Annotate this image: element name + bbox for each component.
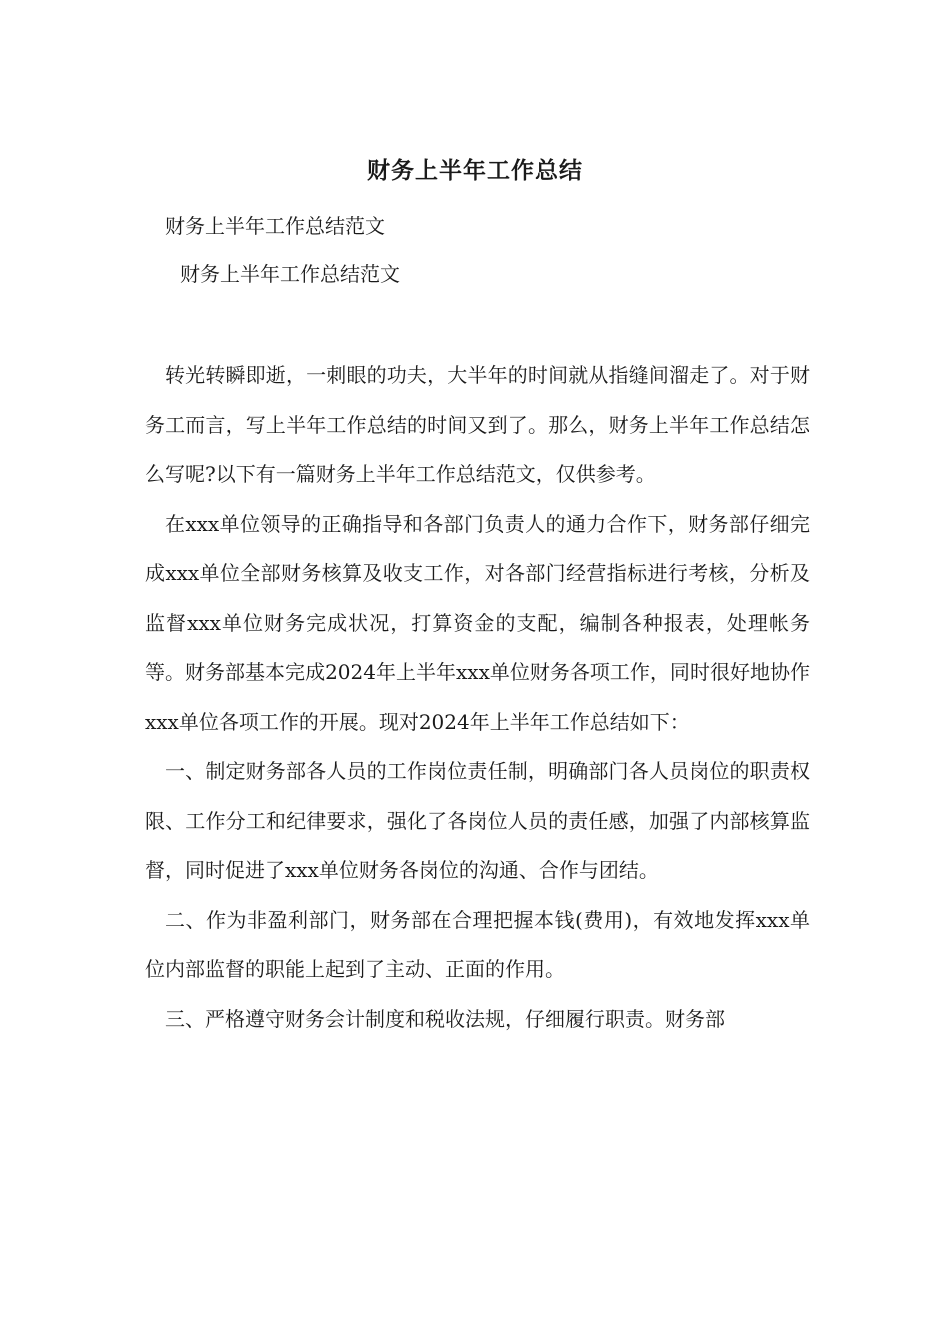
- document-subtitle-secondary: 财务上半年工作总结范文: [180, 262, 400, 286]
- paragraph-overview: 在xxx单位领导的正确指导和各部门负责人的通力合作下，财务部仔细完成xxx单位全部财务核算及收支工作，对各部门经营指标进行考核，分析及监督xxx单位财务完成状况，打算资金的支配，编制各种报表，处理帐务等。财务部基本完成2024年上半年xxx单位财务各项工作，同时很好地协作xxx单位各项工作的开展。现对2024年上半年工作总结如下：: [145, 511, 810, 734]
- paragraph-item-1: 一、制定财务部各人员的工作岗位责任制，明确部门各人员岗位的职责权限、工作分工和纪律要求，强化了各岗位人员的责任感，加强了内部核算监督，同时促进了xxx单位财务各岗位的沟通、合作与团结。: [145, 759, 810, 882]
- paragraph-item-2: 二、作为非盈利部门，财务部在合理把握本钱(费用)，有效地发挥xxx单位内部监督的职能上起到了主动、正面的作用。: [145, 907, 810, 981]
- document-body: [145, 351, 810, 1044]
- document-title: 财务上半年工作总结: [367, 157, 583, 184]
- paragraph-item-3: 三、严格遵守财务会计制度和税收法规，仔细履行职责。财务部: [165, 1006, 725, 1031]
- document-subtitle: 财务上半年工作总结范文: [165, 214, 385, 238]
- paragraph-intro: 转光转瞬即逝，一刺眼的功夫，大半年的时间就从指缝间溜走了。对于财务工而言，写上半年工作总结的时间又到了。那么，财务上半年工作总结怎么写呢?以下有一篇财务上半年工作总结范文，仅供参考。: [145, 363, 810, 486]
